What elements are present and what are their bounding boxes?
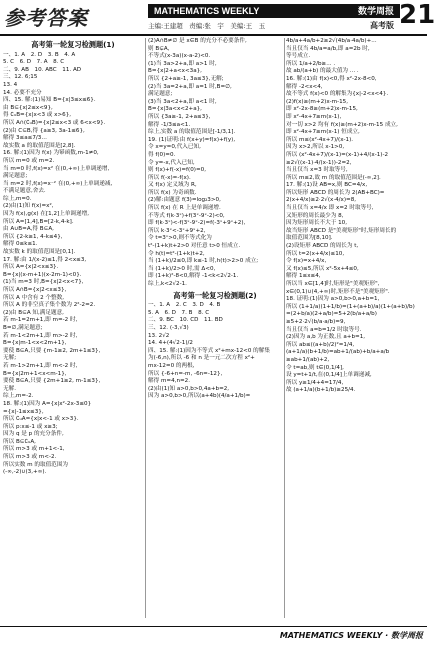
answer-line: 5. C 6. D 7. A 8. C	[3, 59, 65, 66]
answer-line: mx-12=0 的两根,	[148, 362, 195, 369]
answer-line: (1)当 m=3 时,B={x|2<x<7},	[3, 279, 84, 286]
answer-line: 当且仅当 x=3 时取等号,	[286, 167, 348, 174]
answer-line: (a+1/a)(b+1/b)=ab+1/(ab)+b/a+a/b	[286, 349, 390, 356]
answer-line: 故 ab/(a+b) 的最大值为 ... .	[286, 68, 359, 75]
answer-line: 解得 m=4,n=2.	[148, 378, 191, 385]
answer-line: 解得 -2<x<4,	[286, 83, 323, 90]
answer-line: 由 B⊆{x|2≤x<9},	[3, 104, 53, 111]
answer-line: 当且仅当 a=b=1/2 时取等号.	[286, 326, 362, 333]
answer-line: 所以实数 m 的取值范围为	[3, 461, 68, 468]
answer-line: 一、1. A 2. D 3. B 4. A	[3, 51, 76, 58]
answer-line: 14. 4+(4√2-1)/2	[148, 340, 193, 347]
answer-line: 所以 {2+a≥-1, 3a≤3},无解;	[148, 75, 224, 82]
answer-line: 当 m=2 时,f(x)=x⁻² 在(0,+∞)上单调递减,	[3, 180, 113, 187]
column-divider	[145, 38, 146, 618]
answer-line: 满足题意;	[3, 173, 28, 180]
answer-line: 综上,m=0.	[3, 195, 32, 202]
answer-line: 得 ∁ᵤB={x|x<3 或 x>6},	[3, 112, 72, 119]
answer-line: 得 f(0)=0.	[148, 151, 176, 158]
answer-line: 因为 q 是 p 的充分条件,	[3, 431, 64, 438]
answer-logo: 参考答案	[4, 6, 88, 30]
staff-credits: 主编:王建超 责编:张 宇 美编:王 玉	[148, 22, 266, 30]
answer-line: 三、12. 6;15	[3, 74, 38, 81]
answer-line: 设 y=t+1/t,在(0,1/4]上单调递减,	[286, 372, 372, 379]
answer-line: 不满足题意,舍去.	[3, 188, 46, 195]
answer-line: B={x|3a<x<2+a},	[148, 106, 202, 113]
answer-line: 因为 a>0,b>0,所以(a+4b)(4/a+1/b)=	[148, 393, 251, 400]
answer-line: B={x|(x-m+1)(x-2m-1)<0}.	[3, 271, 82, 278]
answer-line: 17. 解:(1)设 AB=x,则 BC=4/x,	[286, 182, 368, 189]
answer-line: 令 x=y=0,代入已知,	[148, 144, 201, 151]
answer-line: 当 (1+k)/2≤0,即 k≤-1 时,h(t)>2>0 成立;	[148, 258, 259, 265]
answer-line: 四、15. 解:(1)因为不等式 x²+mx-12<0 的解集	[148, 347, 270, 354]
column-left	[3, 38, 143, 477]
answer-line: 所以 A 中含有 2 个整数,	[3, 294, 65, 301]
answer-line: 所以 B⊆∁ᵤA,	[3, 438, 36, 445]
answer-line: 令 y=-x,代入已知,	[148, 159, 195, 166]
answer-line: 综上,实数 a 的取值范围是[-1/3,1].	[148, 129, 236, 136]
answer-line: 所以 A∩(∁ᵤB)={x|2≤x<3 或 6<x<9}.	[3, 119, 106, 126]
answer-line: 解得 -1/3≤a<1.	[148, 121, 191, 128]
answer-line: 所以矩形 ABCD 的周长为 2(AB+BC)=	[286, 189, 385, 196]
answer-line: 所以 m=0 或 m=2.	[3, 157, 55, 164]
answer-line: 所以 1/a+2/b≥... .	[286, 60, 336, 67]
answer-line: 13. 4	[3, 81, 18, 88]
answer-line: 当 (1+k)/2>0 时,需 Δ<0,	[148, 265, 216, 272]
answer-line: ≥ab+1/(ab)+2,	[286, 356, 330, 363]
answer-line: 16. 解:(1)由 f(x)<0,得 x²-2x-8<0,	[286, 75, 377, 82]
answer-line: 所以 A∩B={x|2<x≤3},	[3, 287, 67, 293]
answer-line: 所以 ab≤((a+b)/2)²=1/4,	[286, 341, 355, 348]
answer-line: 所以 A={x|2<x≤3}.	[3, 264, 59, 271]
footer-rule	[0, 626, 427, 627]
answer-line: x∈(0,1)∪(4,+∞)时,矩形不是"美观矩形".	[286, 288, 390, 295]
answer-line: 因为 f(x),g(x) 在[1,2]上单调递增,	[3, 211, 89, 218]
answer-line: (2)解:由题意 f(3)=log₂3>0,	[148, 197, 221, 204]
answer-line: 三、12. (-3,√3)	[148, 324, 189, 331]
column-middle-body-top	[148, 38, 282, 289]
answer-line: 故不等式 f(x)<0 的解集为{x|-2<x<4}.	[286, 91, 389, 98]
masthead-title: MATHEMATICS WEEKLY	[154, 6, 260, 16]
answer-line: 又 f(x)≤5,所以 x²-5x+4≤0,	[286, 265, 359, 272]
answer-line: 要使 B⊆A,只要 {m-1≥2, 2m+1≤3},	[3, 347, 101, 354]
answer-line: 若 m-1=2m+1,即 m=-2 时,	[3, 317, 78, 324]
answer-line: 所以 (x²-4x+7)/(x-1)=(x-1)+4/(x-1)-2	[286, 151, 389, 158]
answer-line: ≥5+2·2√(b/a·a/b)=9,	[286, 318, 346, 325]
answer-line: 令 h(t)=t²-(1+k)t+2,	[148, 250, 205, 257]
answer-line: 不等式 f(k·3ˣ)+f(3ˣ-9ˣ-2)<0,	[148, 212, 225, 219]
answer-line: 所以 f(x) 在 R 上是单调递增.	[148, 205, 221, 212]
answer-line: 因为 x>2,所以 x-1>0,	[286, 144, 345, 151]
answer-line: 故实数 k 的取值范围是[0,1].	[3, 249, 76, 256]
answer-line: 所以 A 的非空真子集个数为 2²-2=2.	[3, 302, 96, 309]
answer-line: 所以 {2-k≥1, 4-k≤4},	[3, 233, 63, 240]
answer-line: 二、9. BC 10. CD 11. BD	[148, 317, 223, 324]
answer-line: 当且仅当 x=4/x 即 x=2 时取等号,	[286, 205, 374, 212]
answer-line: (2)当 3a=2+a,即 a=1 时,B=∅,	[148, 83, 232, 90]
answer-line: 5. A 6. D 7. B 8. C	[148, 309, 210, 316]
column-right	[286, 38, 424, 395]
answer-line: 因为矩形周长不大于 10,	[286, 220, 348, 227]
answer-line: 又矩形的周长最少为 8,	[286, 212, 344, 219]
answer-line: 即 x²-2x-8≥(m+2)x-m-15,	[286, 106, 358, 113]
answer-line: 取值范围为[8,10].	[286, 235, 333, 242]
answer-line: 2(x+4/x)≥2·2√(x·4/x)=8,	[286, 197, 357, 204]
answer-line: 当且仅当 4b/a=a/b,即 a=2b 时,	[286, 45, 370, 52]
answer-line: 所以 f(x) 为奇函数.	[148, 189, 197, 196]
answer-line: 所以 f(-x)=-f(x).	[148, 174, 191, 181]
answer-line: 解得 3≤a≤7/3…	[3, 135, 47, 142]
answer-line: 所以 m≤2,故 m 的取值范围是(-∞,2].	[286, 174, 381, 181]
answer-line: ={x|-1≤x≤3},	[3, 408, 44, 415]
answer-line: 18. 证明:(1)因为 a>0,b>0,a+b=1,	[286, 296, 380, 303]
answer-line: ≥2√((x-1)·4/(x-1))-2=2,	[286, 159, 352, 166]
answer-line: 不等式(x-3a)(x-a-2)<0.	[148, 53, 211, 60]
answer-line: 所以 m≤(x²-4x+7)/(x-1).	[286, 136, 354, 143]
column-middle	[148, 38, 282, 401]
answer-line: 16. 解:(1)因为 f(x) 为幂函数,m-1≠0,	[3, 150, 99, 157]
answer-line: 即 f(k·3ˣ)<-f(3ˣ-9ˣ-2)=f(-3ˣ+9ˣ+2),	[148, 220, 246, 227]
answer-line: 即 x²-4x+7≥m(x-1),	[286, 113, 342, 120]
answer-line: 令 t=ab,则 t∈(0,1/4],	[286, 364, 344, 371]
answer-line: 令 t=3ˣ>0,则不等式化为	[148, 235, 212, 242]
answer-line: 所以 m>3 或 m<-2.	[3, 454, 57, 461]
answer-line: 满足题意;	[148, 91, 173, 98]
answer-line: 则 f(x)+f(-x)=f(0)=0,	[148, 167, 206, 174]
section-title-2: 高考第一轮复习检测题(2)	[173, 290, 257, 300]
answer-line: 所以 A=[1,4],B=[2-k,4-k].	[3, 218, 74, 225]
answer-line: 所以 p:x≤-1 或 x≥3;	[3, 423, 58, 430]
column-left-body	[3, 52, 143, 477]
column-right-body	[286, 38, 424, 395]
answer-line: (2)由(1)知 f(x)=x²,	[3, 203, 54, 210]
answer-line: 17. 解:由 1/(x-2)≤1,得 2<x≤3,	[3, 256, 87, 263]
answer-line: 无解.	[3, 385, 16, 392]
answer-line: 故 (a+1/a)(b+1/b)≥25/4.	[286, 387, 356, 394]
edition-label: 高考版	[370, 21, 394, 30]
answer-line: (2)因为 a,b 为正数,且 a+b=1,	[286, 334, 366, 341]
answer-line: 所以 t=2(x+4/x)≤10,	[286, 250, 345, 257]
answer-line: 若 m-1<2m+1,即 m>-2 时,	[3, 332, 78, 339]
answer-line: 所以 ∁ᵤA={x|x<-1 或 x>3}.	[3, 416, 79, 423]
answer-line: (2)由 C⊆B,得 {a≥3, 3a-1≤6},	[3, 127, 85, 134]
answer-line: 综上,k<2√2-1.	[148, 281, 187, 287]
column-middle-body-bottom	[148, 302, 282, 401]
answer-line: B={x|2+a<x<3a},	[148, 68, 202, 75]
answer-line: 即 x²-4x+7≥m(x-1) 恒成立,	[286, 129, 360, 136]
answer-line: 所以 m>3 或 m+1<-1,	[3, 446, 65, 453]
answer-line: 故当矩形 ABCD 是"美观矩形"时,矩形周长的	[286, 227, 397, 234]
answer-line: 要使 B⊆A,只要 {2m+1≥2, m-1≤3},	[3, 378, 101, 385]
answer-line: 当 m=0 时,f(x)=x² 在(0,+∞)上单调递增,	[3, 165, 110, 172]
answer-line: (2)A∩B≠∅ 是 x∈B 的充分不必要条件,	[148, 38, 247, 44]
answer-line: 所以 {3a≥-1, 2+a≤3},	[148, 113, 211, 120]
answer-line: 所以 k·3ˣ<-3ˣ+9ˣ+2,	[148, 227, 206, 234]
page-header	[0, 0, 435, 36]
answer-line: (2)由(1)知 a>0,b>0,4a+b=2,	[148, 385, 230, 392]
answer-line: 则 B⊊A,	[148, 45, 170, 52]
answer-line: 所以 {-6+n=-m, -6n=-12},	[148, 370, 223, 377]
answer-line: 19. (1)证明:由 f(x+y)=f(x)+f(y),	[148, 136, 236, 143]
answer-line: B=∅,满足题意;	[3, 324, 43, 331]
answer-line: 解得 1≤x≤4,	[286, 273, 321, 280]
answer-line: 若 m-1>2m+1,即 m<-2 时,	[3, 362, 78, 369]
answer-line: 所以 (1+1/a)(1+1/b)=(1+(a+b)/a)(1+(a+b)/b)	[286, 303, 415, 310]
page-footer	[0, 626, 427, 646]
answer-line: (1)当 3a>2+a,即 a>1 时,	[148, 60, 217, 67]
answer-line: (2)设矩形 ABCD 的周长为 t,	[286, 243, 359, 250]
answer-line: 13. 2√2	[148, 332, 170, 339]
answer-line: (2)f(x)≥(m+2)x-m-15,	[286, 98, 349, 105]
answer-line: 无解;	[3, 355, 17, 362]
answer-line: 所以当 x∈[1,4]时,矩形是"美观矩形",	[286, 281, 380, 287]
answer-line: B={x|2m+1<x<m-1},	[3, 370, 67, 377]
answer-line: 14. 必要不充分	[3, 89, 42, 96]
answer-line: 等号成立.	[286, 53, 311, 60]
answer-line: (2)由 B⊆A 知,满足题意,	[3, 309, 64, 316]
answer-line: 二、9. AB 10. ABC 11. AD	[3, 66, 82, 73]
answer-line: 又 f(x) 定义域为 R,	[148, 182, 197, 189]
footer-brand: MATHEMATICS WEEKLY · 数学周报	[279, 631, 423, 640]
brand-name: 数学周报	[357, 6, 394, 16]
answer-line: 所以 y≥1/4+4=17/4,	[286, 379, 344, 386]
section-title-1: 高考第一轮复习检测题(1)	[31, 40, 115, 49]
answer-line: =(2+b/a)(2+a/b)=5+2(b/a+a/b)	[286, 311, 377, 318]
answer-line: B={x|m-1<x<2m+1},	[3, 340, 67, 347]
answer-line: 一、1. A 2. C 3. D 4. B	[148, 302, 221, 309]
answer-line: 令 f(x)=x+4/x,	[286, 258, 327, 265]
answer-line: (-∞,-2)∪(3,+∞).	[3, 469, 47, 476]
answer-line: 为(-6,n),所以 -6 和 n 是一元二次方程 x²+	[148, 355, 255, 362]
answer-line: 对一切 x>2 均有 f(x)≥(m+2)x-m-15 成立,	[286, 121, 398, 128]
header-rule	[0, 34, 427, 36]
masthead-bar	[148, 4, 400, 18]
answer-line: t²-(1+k)t+2>0 对任意 t>0 恒成立.	[148, 243, 241, 250]
answer-line: 18. 解:(1)因为 A={x|x²-2x-3≤0}	[3, 400, 92, 407]
staff-bar	[148, 20, 400, 32]
column-divider	[284, 38, 285, 618]
answer-line: (3)当 3a<2+a,即 a<1 时,	[148, 98, 217, 105]
answer-line: 由 A∪B=A,得 B⊆A,	[3, 226, 54, 233]
answer-line: 综上,m=-2.	[3, 393, 34, 400]
answer-line: 解得 0≤k≤1.	[3, 241, 38, 248]
answer-line: 4b/a+4a/b+2≥2√(4b/a·4a/b)+...	[286, 38, 377, 44]
answer-line: 四、15. 解:(1)易知 B={x|3≤x≤6}.	[3, 97, 96, 104]
answer-line: 故实数 a 的取值范围是[2,8].	[3, 142, 76, 149]
page-number: 21	[399, 0, 435, 30]
answer-line: 即 (1+k)²-8<0,解得 -1<k<2√2-1.	[148, 273, 239, 280]
